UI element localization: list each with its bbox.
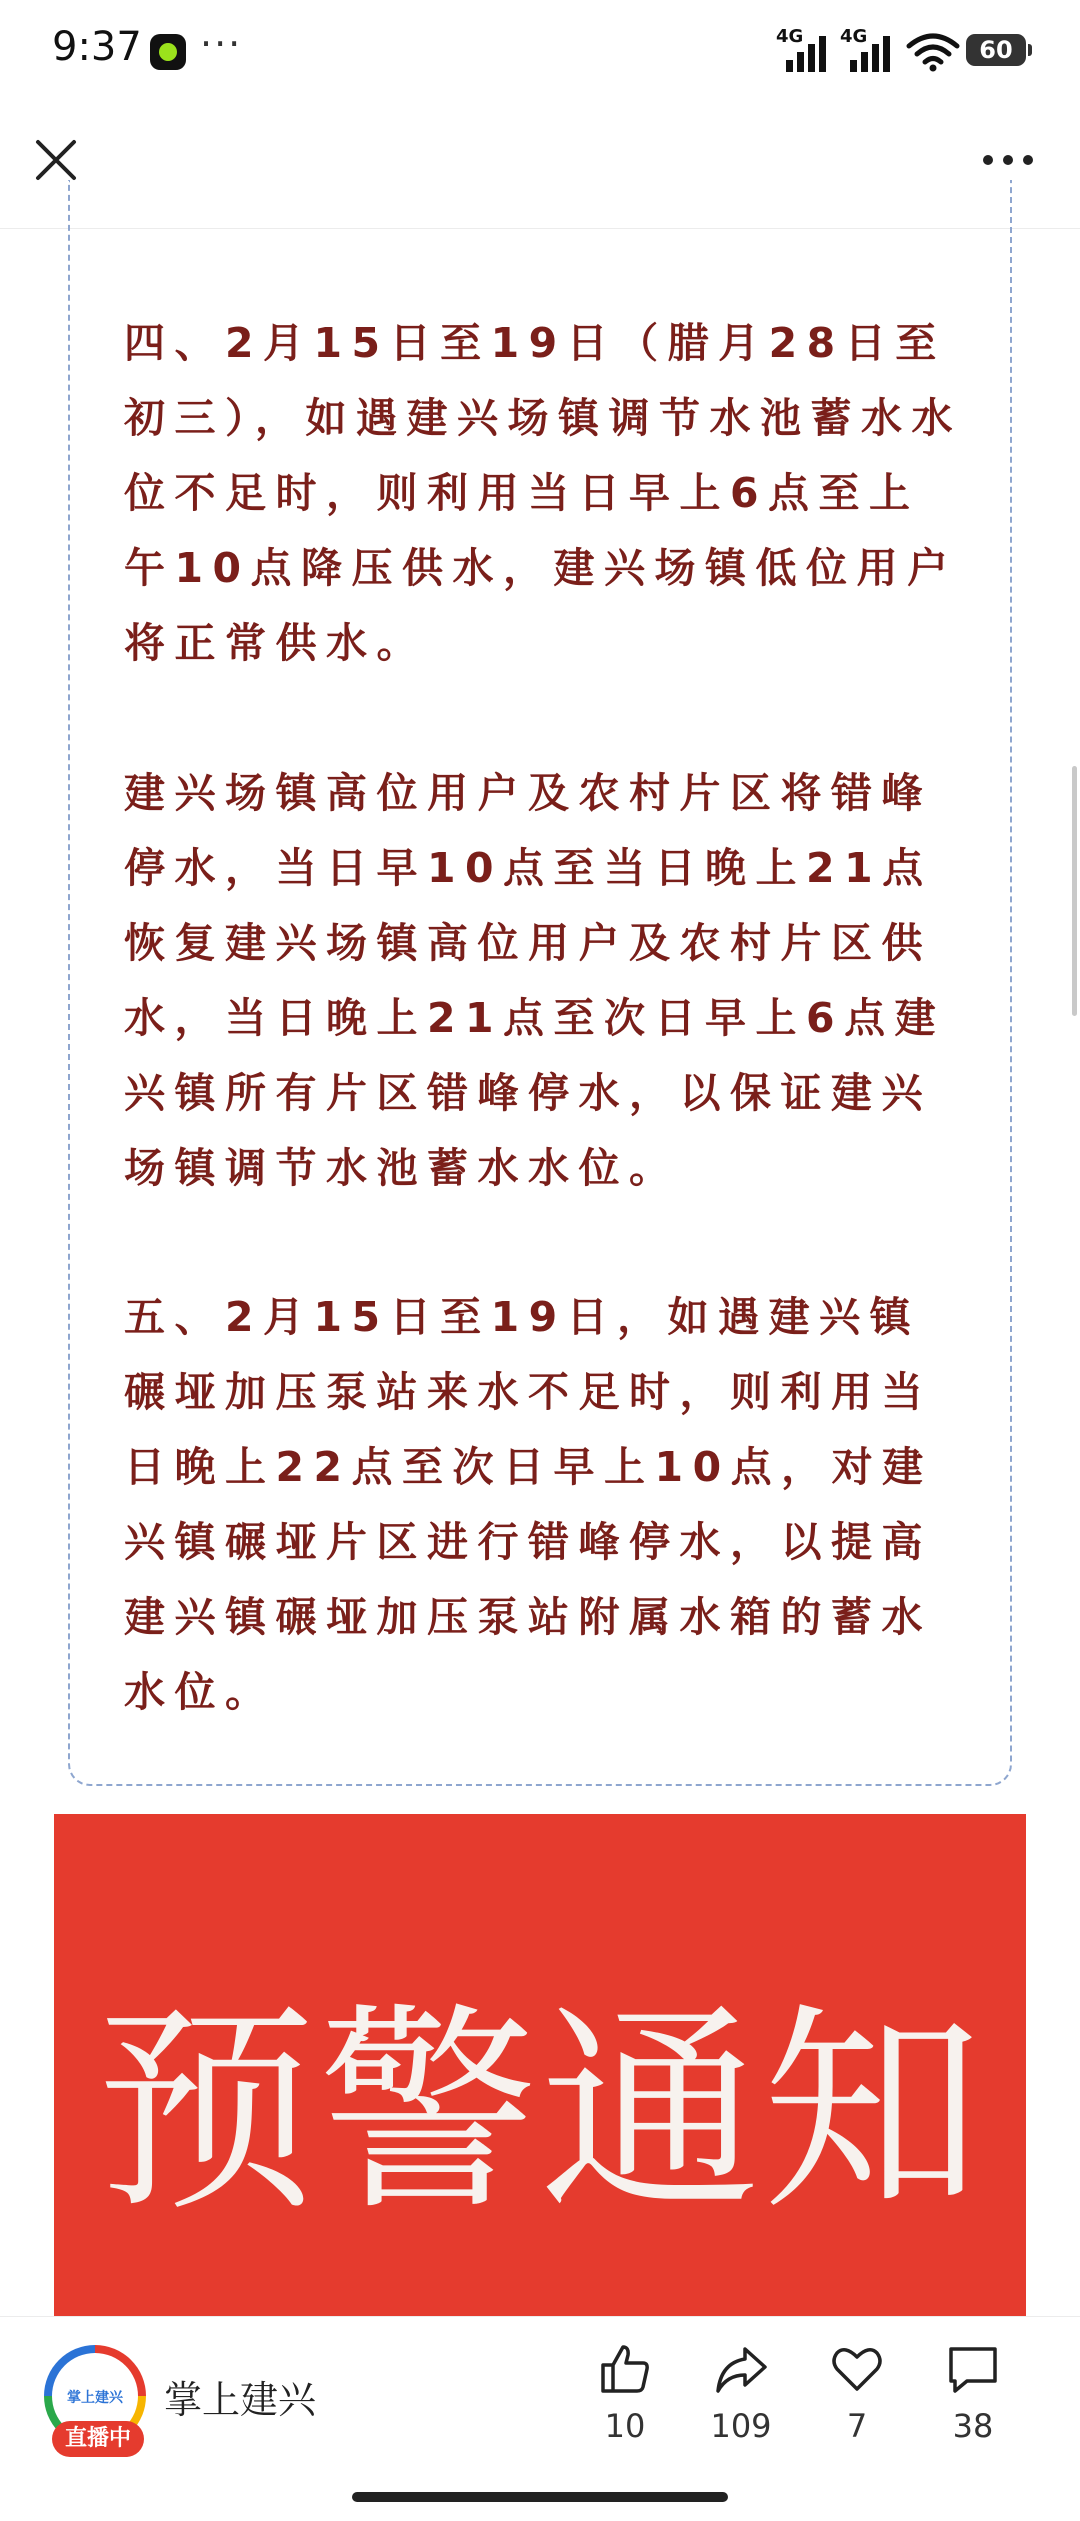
thumbs-up-icon — [597, 2341, 653, 2397]
network-type-2: 4G — [840, 26, 868, 47]
share-count: 109 — [710, 2407, 772, 2445]
heart-icon — [829, 2341, 885, 2397]
status-more-icon: ··· — [200, 22, 243, 66]
like-button[interactable] — [580, 2341, 670, 2445]
close-icon[interactable] — [30, 134, 82, 186]
comment-count: 38 — [952, 2407, 994, 2445]
wifi-icon — [906, 30, 960, 72]
signal-icon-2 — [840, 26, 902, 72]
status-time: 9:37 — [52, 24, 142, 70]
warning-notice-banner[interactable] — [54, 1814, 1026, 2320]
share-button[interactable] — [696, 2341, 786, 2445]
battery-icon: 60 — [966, 34, 1026, 66]
favorite-count: 7 — [846, 2407, 868, 2445]
share-icon — [713, 2341, 769, 2397]
home-indicator[interactable] — [352, 2492, 728, 2502]
banner-title: 预警通知 — [95, 1984, 984, 2240]
account-name[interactable]: 掌上建兴 — [164, 2378, 317, 2422]
more-options-icon[interactable] — [978, 136, 1038, 184]
article-paragraph-4b: 建兴场镇高位用户及农村片区将错峰停水，当日早10点至当日晚上21点恢复建兴场镇高位用户及农村片区供水，当日晚上21点至次日早上6点建兴镇所有片区错峰停水，以保证建兴场镇调节水池蓄水水位。 — [124, 769, 946, 1192]
network-type: 4G — [776, 26, 804, 47]
article-paragraph-4: 四、2月15日至19日（腊月28日至初三），如遇建兴场镇调节水池蓄水水位不足时，则利用当日早上6点至上午10点降压供水，建兴场镇低位用户将正常供水。 — [124, 319, 962, 667]
bottom-action-bar — [0, 2316, 1080, 2521]
favorite-button[interactable] — [812, 2341, 902, 2445]
avatar-logo-text: 掌上建兴 — [67, 2390, 123, 2406]
comment-icon — [945, 2341, 1001, 2397]
like-count: 10 — [604, 2407, 646, 2445]
comment-button[interactable] — [928, 2341, 1018, 2445]
scrollbar[interactable] — [1072, 766, 1077, 1016]
status-bar — [0, 0, 1080, 104]
app-notification-icon — [150, 34, 186, 70]
signal-icon — [776, 26, 838, 72]
live-badge[interactable]: 直播中 — [52, 2421, 144, 2457]
article-paragraph-5: 五、2月15日至19日，如遇建兴镇碾垭加压泵站来水不足时，则利用当日晚上22点至次日早上10点，对建兴镇碾垭片区进行错峰停水，以提高建兴镇碾垭加压泵站附属水箱的蓄水水位。 — [124, 1293, 933, 1716]
